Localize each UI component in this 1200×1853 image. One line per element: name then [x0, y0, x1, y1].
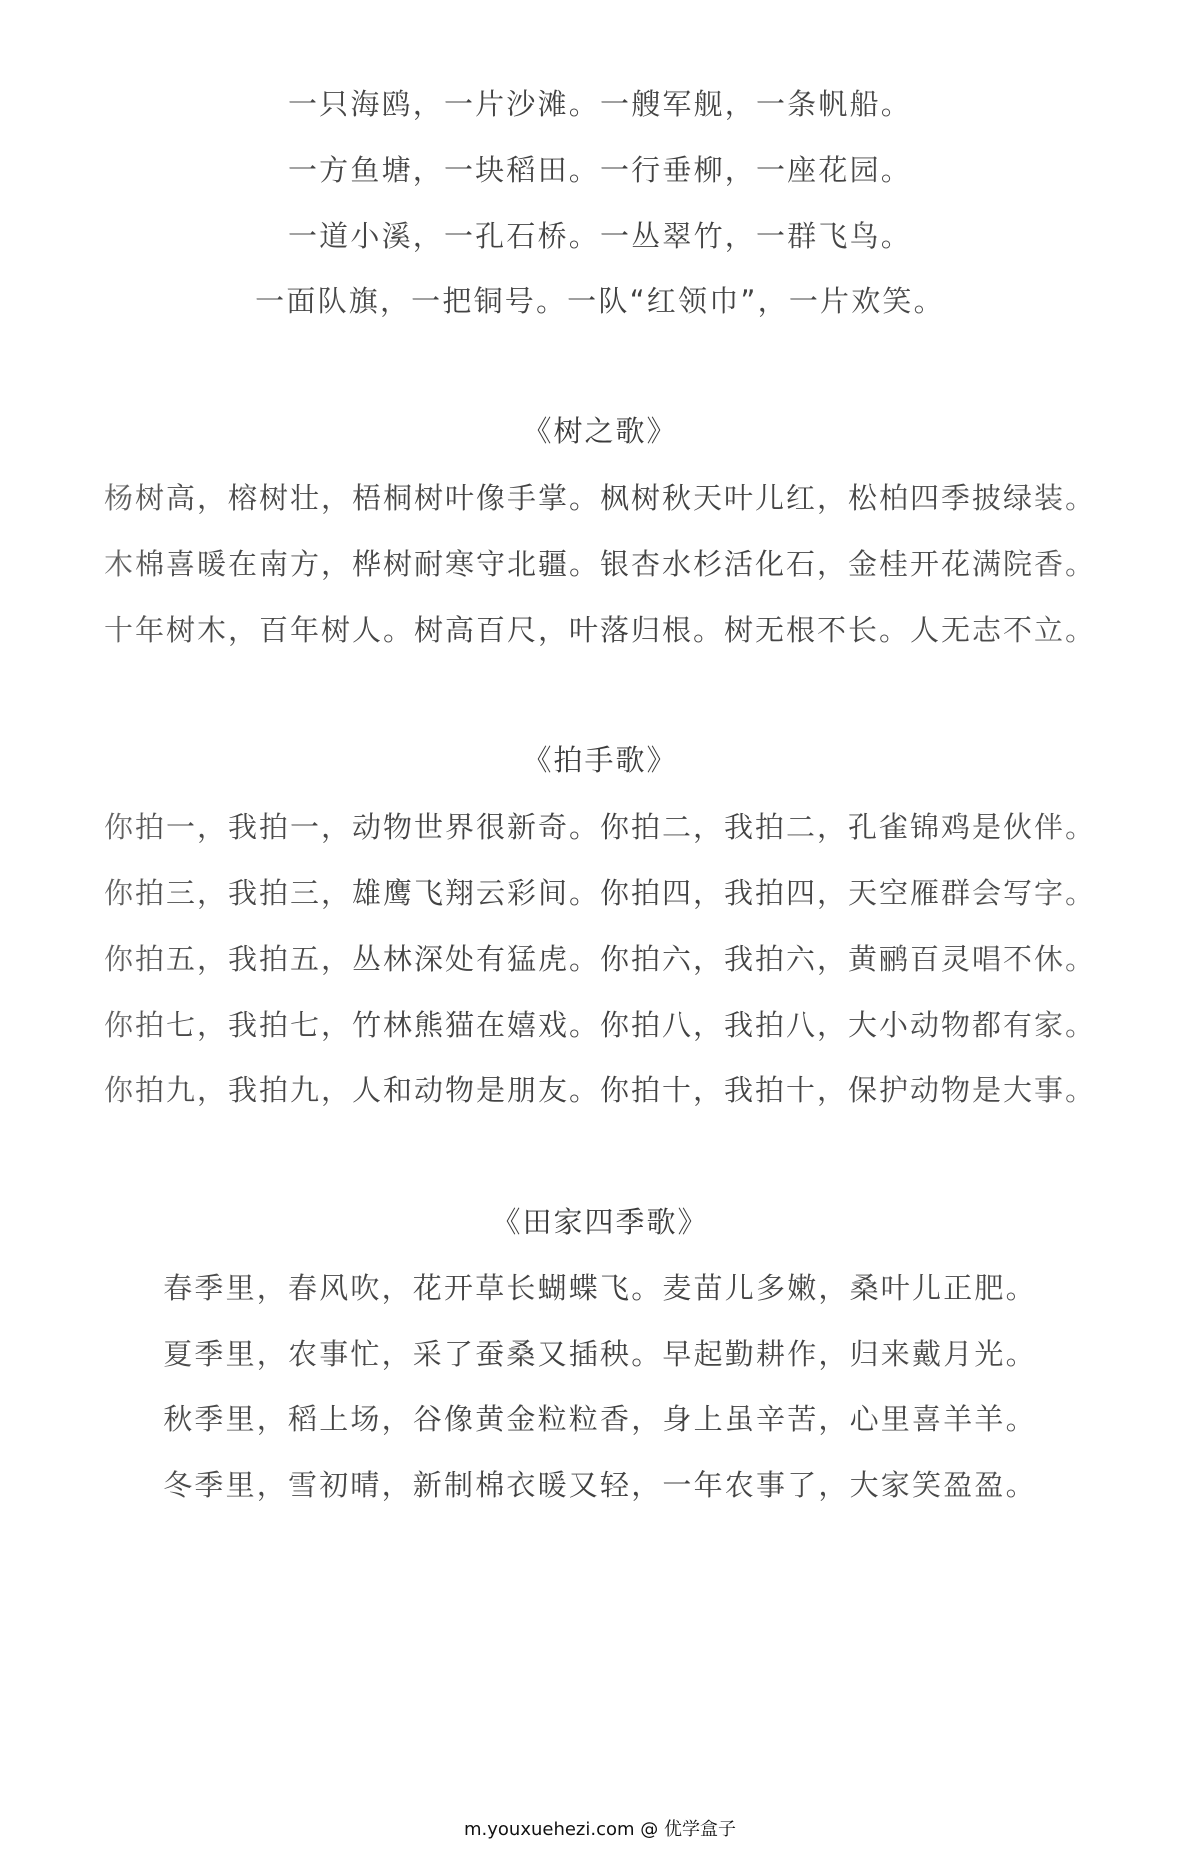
clap-song-line: 你拍七，我拍七，竹林熊猫在嬉戏。你拍八，我拍八，大小动物都有家。 [0, 1005, 1200, 1045]
farm-song-line: 冬季里，雪初晴，新制棉衣暖又轻，一年农事了，大家笑盈盈。 [0, 1465, 1200, 1505]
clap-song-title: 《拍手歌》 [522, 743, 678, 777]
intro-line: 一只海鸥，一片沙滩。一艘军舰，一条帆船。 [0, 84, 1200, 124]
intro-line: 一道小溪，一孔石桥。一丛翠竹，一群飞鸟。 [0, 216, 1200, 256]
clap-song-line: 你拍一，我拍一，动物世界很新奇。你拍二，我拍二，孔雀锦鸡是伙伴。 [0, 807, 1200, 847]
farm-song-line: 春季里，春风吹，花开草长蝴蝶飞。麦苗儿多嫩，桑叶儿正肥。 [0, 1268, 1200, 1308]
farm-song-line: 夏季里，农事忙，采了蚕桑又插秧。早起勤耕作，归来戴月光。 [0, 1334, 1200, 1374]
intro-line: 一面队旗，一把铜号。一队“红领巾”，一片欢笑。 [0, 281, 1200, 321]
clap-song-line: 你拍五，我拍五，丛林深处有猛虎。你拍六，我拍六，黄鹂百灵唱不休。 [0, 939, 1200, 979]
tree-song-line: 木棉喜暖在南方，桦树耐寒守北疆。银杏水杉活化石，金桂开花满院香。 [0, 544, 1200, 584]
farm-song-line: 秋季里，稻上场，谷像黄金粒粒香，身上虽辛苦，心里喜羊羊。 [0, 1399, 1200, 1439]
tree-song-line: 十年树木，百年树人。树高百尺，叶落归根。树无根不长。人无志不立。 [0, 610, 1200, 650]
tree-song-line: 杨树高，榕树壮，梧桐树叶像手掌。枫树秋天叶儿红，松柏四季披绿装。 [0, 478, 1200, 518]
clap-song-line: 你拍三，我拍三，雄鹰飞翔云彩间。你拍四，我拍四，天空雁群会写字。 [0, 873, 1200, 913]
clap-song-line: 你拍九，我拍九，人和动物是朋友。你拍十，我拍十，保护动物是大事。 [0, 1070, 1200, 1110]
farm-song-title: 《田家四季歌》 [491, 1205, 709, 1239]
intro-line: 一方鱼塘，一块稻田。一行垂柳，一座花园。 [0, 150, 1200, 190]
site-footer: m.youxuehezi.com @ 优学盒子 [463, 1819, 736, 1840]
tree-song-title: 《树之歌》 [522, 414, 678, 448]
